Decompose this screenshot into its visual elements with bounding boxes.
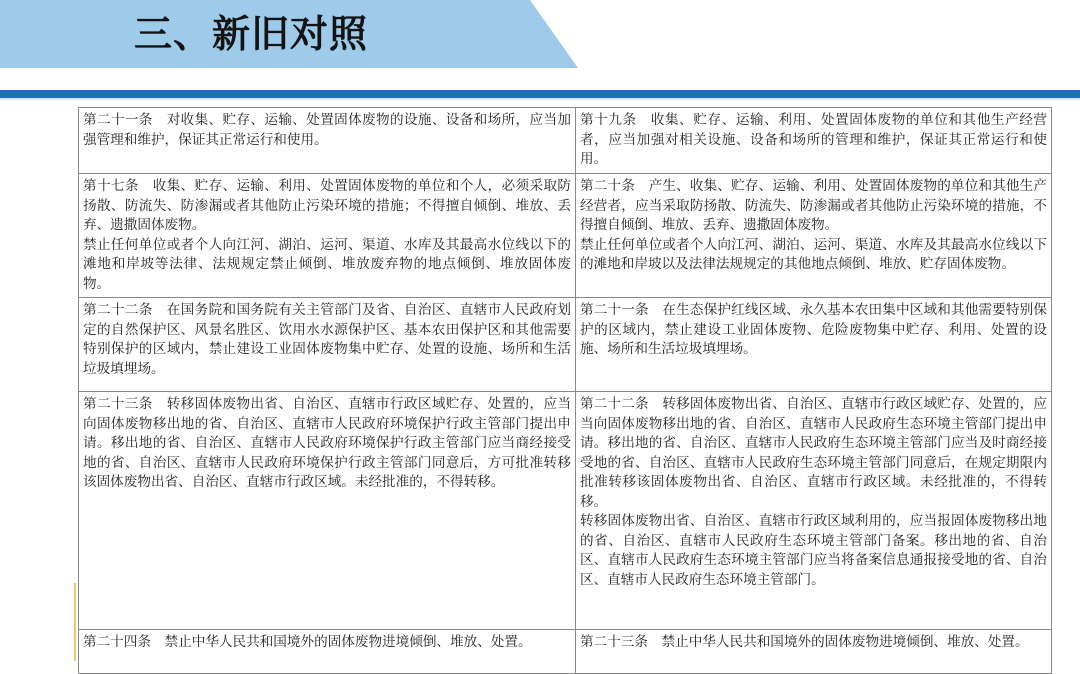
new-article-paragraph: 转移固体废物出省、自治区、直辖市行政区域利用的，应当报固体废物移出地的省、自治区、直辖市人民政府生态环境主管部门备案。移出地的省、自治区、直辖市人民政府生态环境主管部门应当将备案信息通报接受地的省、自治区、直辖市人民政府生态环境主管部门。: [580, 513, 1047, 588]
table-row: [79, 630, 1052, 674]
page-title: 三、新旧对照: [134, 12, 369, 56]
new-article-cell: [576, 298, 1052, 392]
new-article-paragraph: 第二十一条 在生态保护红线区域、永久基本农田集中区域和其他需要特别保护的区域内，禁止建设工业固体废物、危险废物集中贮存、利用、处置的设施、场所和生活垃圾填埋场。: [580, 302, 1047, 357]
new-article-cell: [576, 108, 1052, 174]
table-row: [79, 298, 1052, 392]
table-row: [79, 392, 1052, 630]
old-article-cell: [79, 174, 576, 298]
old-article-paragraph: 第二十二条 在国务院和国务院有关主管部门及省、自治区、直辖市人民政府划定的自然保护区、风景名胜区、饮用水水源保护区、基本农田保护区和其他需要特别保护的区域内，禁止建设工业固体废物集中贮存、处置的设施、场所和生活垃圾填埋场。: [83, 302, 571, 377]
old-article-paragraph: 禁止任何单位或者个人向江河、湖泊、运河、渠道、水库及其最高水位线以下的滩地和岸坡等法律、法规规定禁止倾倒、堆放废弃物的地点倾倒、堆放固体废物。: [83, 236, 571, 292]
header-divider-shadow: [0, 98, 1080, 100]
new-article-paragraph: 第二十条 产生、收集、贮存、运输、利用、处置固体废物的单位和其他生产经营者，应当采取防扬散、防流失、防渗漏或者其他防止污染环境的措施，不得擅自倾倒、堆放、丢弃、遗撒固体废物。: [580, 178, 1047, 233]
new-article-paragraph: 第二十二条 转移固体废物出省、自治区、直辖市行政区域贮存、处置的，应当向固体废物移出地的省、自治区、直辖市人民政府生态环境主管部门提出申请。移出地的省、自治区、直辖市人民政府生态环境主管部门应当及时商经接受地的省、自治区、直辖市人民政府生态环境主管部门同意后，在规定期限内批准转移该固体废物出省、自治区、直辖市行政区域。未经批准的，不得转移。: [580, 396, 1047, 510]
new-article-paragraph: 禁止任何单位或者个人向江河、湖泊、运河、渠道、水库及其最高水位线以下的滩地和岸坡以及法律法规规定的其他地点倾倒、堆放、贮存固体废物。: [580, 236, 1047, 272]
old-article-paragraph: 第二十三条 转移固体废物出省、自治区、直辖市行政区域贮存、处置的，应当向固体废物移出地的省、自治区、直辖市人民政府环境保护行政主管部门提出申请。移出地的省、自治区、直辖市人民政府环境保护行政主管部门应当商经接受地的省、自治区、直辖市人民政府环境保护行政主管部门同意后，方可批准转移该固体废物出省、自治区、直辖市行政区域。未经批准的，不得转移。: [83, 396, 571, 490]
new-article-cell: [576, 392, 1052, 630]
new-article-paragraph: 第二十三条 禁止中华人民共和国境外的固体废物进境倾倒、堆放、处置。: [580, 634, 1029, 650]
old-article-cell: [79, 630, 576, 674]
table-row: [79, 108, 1052, 174]
old-article-paragraph: 第二十一条 对收集、贮存、运输、处置固体废物的设施、设备和场所，应当加强管理和维护，保证其正常运行和使用。: [83, 112, 571, 148]
old-article-cell: [79, 108, 576, 174]
old-article-cell: [79, 392, 576, 630]
new-article-cell: [576, 174, 1052, 298]
old-article-paragraph: 第二十四条 禁止中华人民共和国境外的固体废物进境倾倒、堆放、处置。: [83, 634, 532, 650]
new-article-cell: [576, 630, 1052, 674]
header-divider: [0, 90, 1080, 98]
old-article-cell: [79, 298, 576, 392]
comparison-table: [78, 107, 1052, 674]
decorative-side-mark: [74, 583, 76, 661]
table-row: [79, 174, 1052, 298]
new-article-paragraph: 第十九条 收集、贮存、运输、利用、处置固体废物的单位和其他生产经营者，应当加强对相关设施、设备和场所的管理和维护，保证其正常运行和使用。: [580, 112, 1047, 167]
old-article-paragraph: 第十七条 收集、贮存、运输、利用、处置固体废物的单位和个人，必须采取防扬散、防流失、防渗漏或者其他防止污染环境的措施；不得擅自倾倒、堆放、丢弃、遗撒固体废物。: [83, 178, 571, 233]
